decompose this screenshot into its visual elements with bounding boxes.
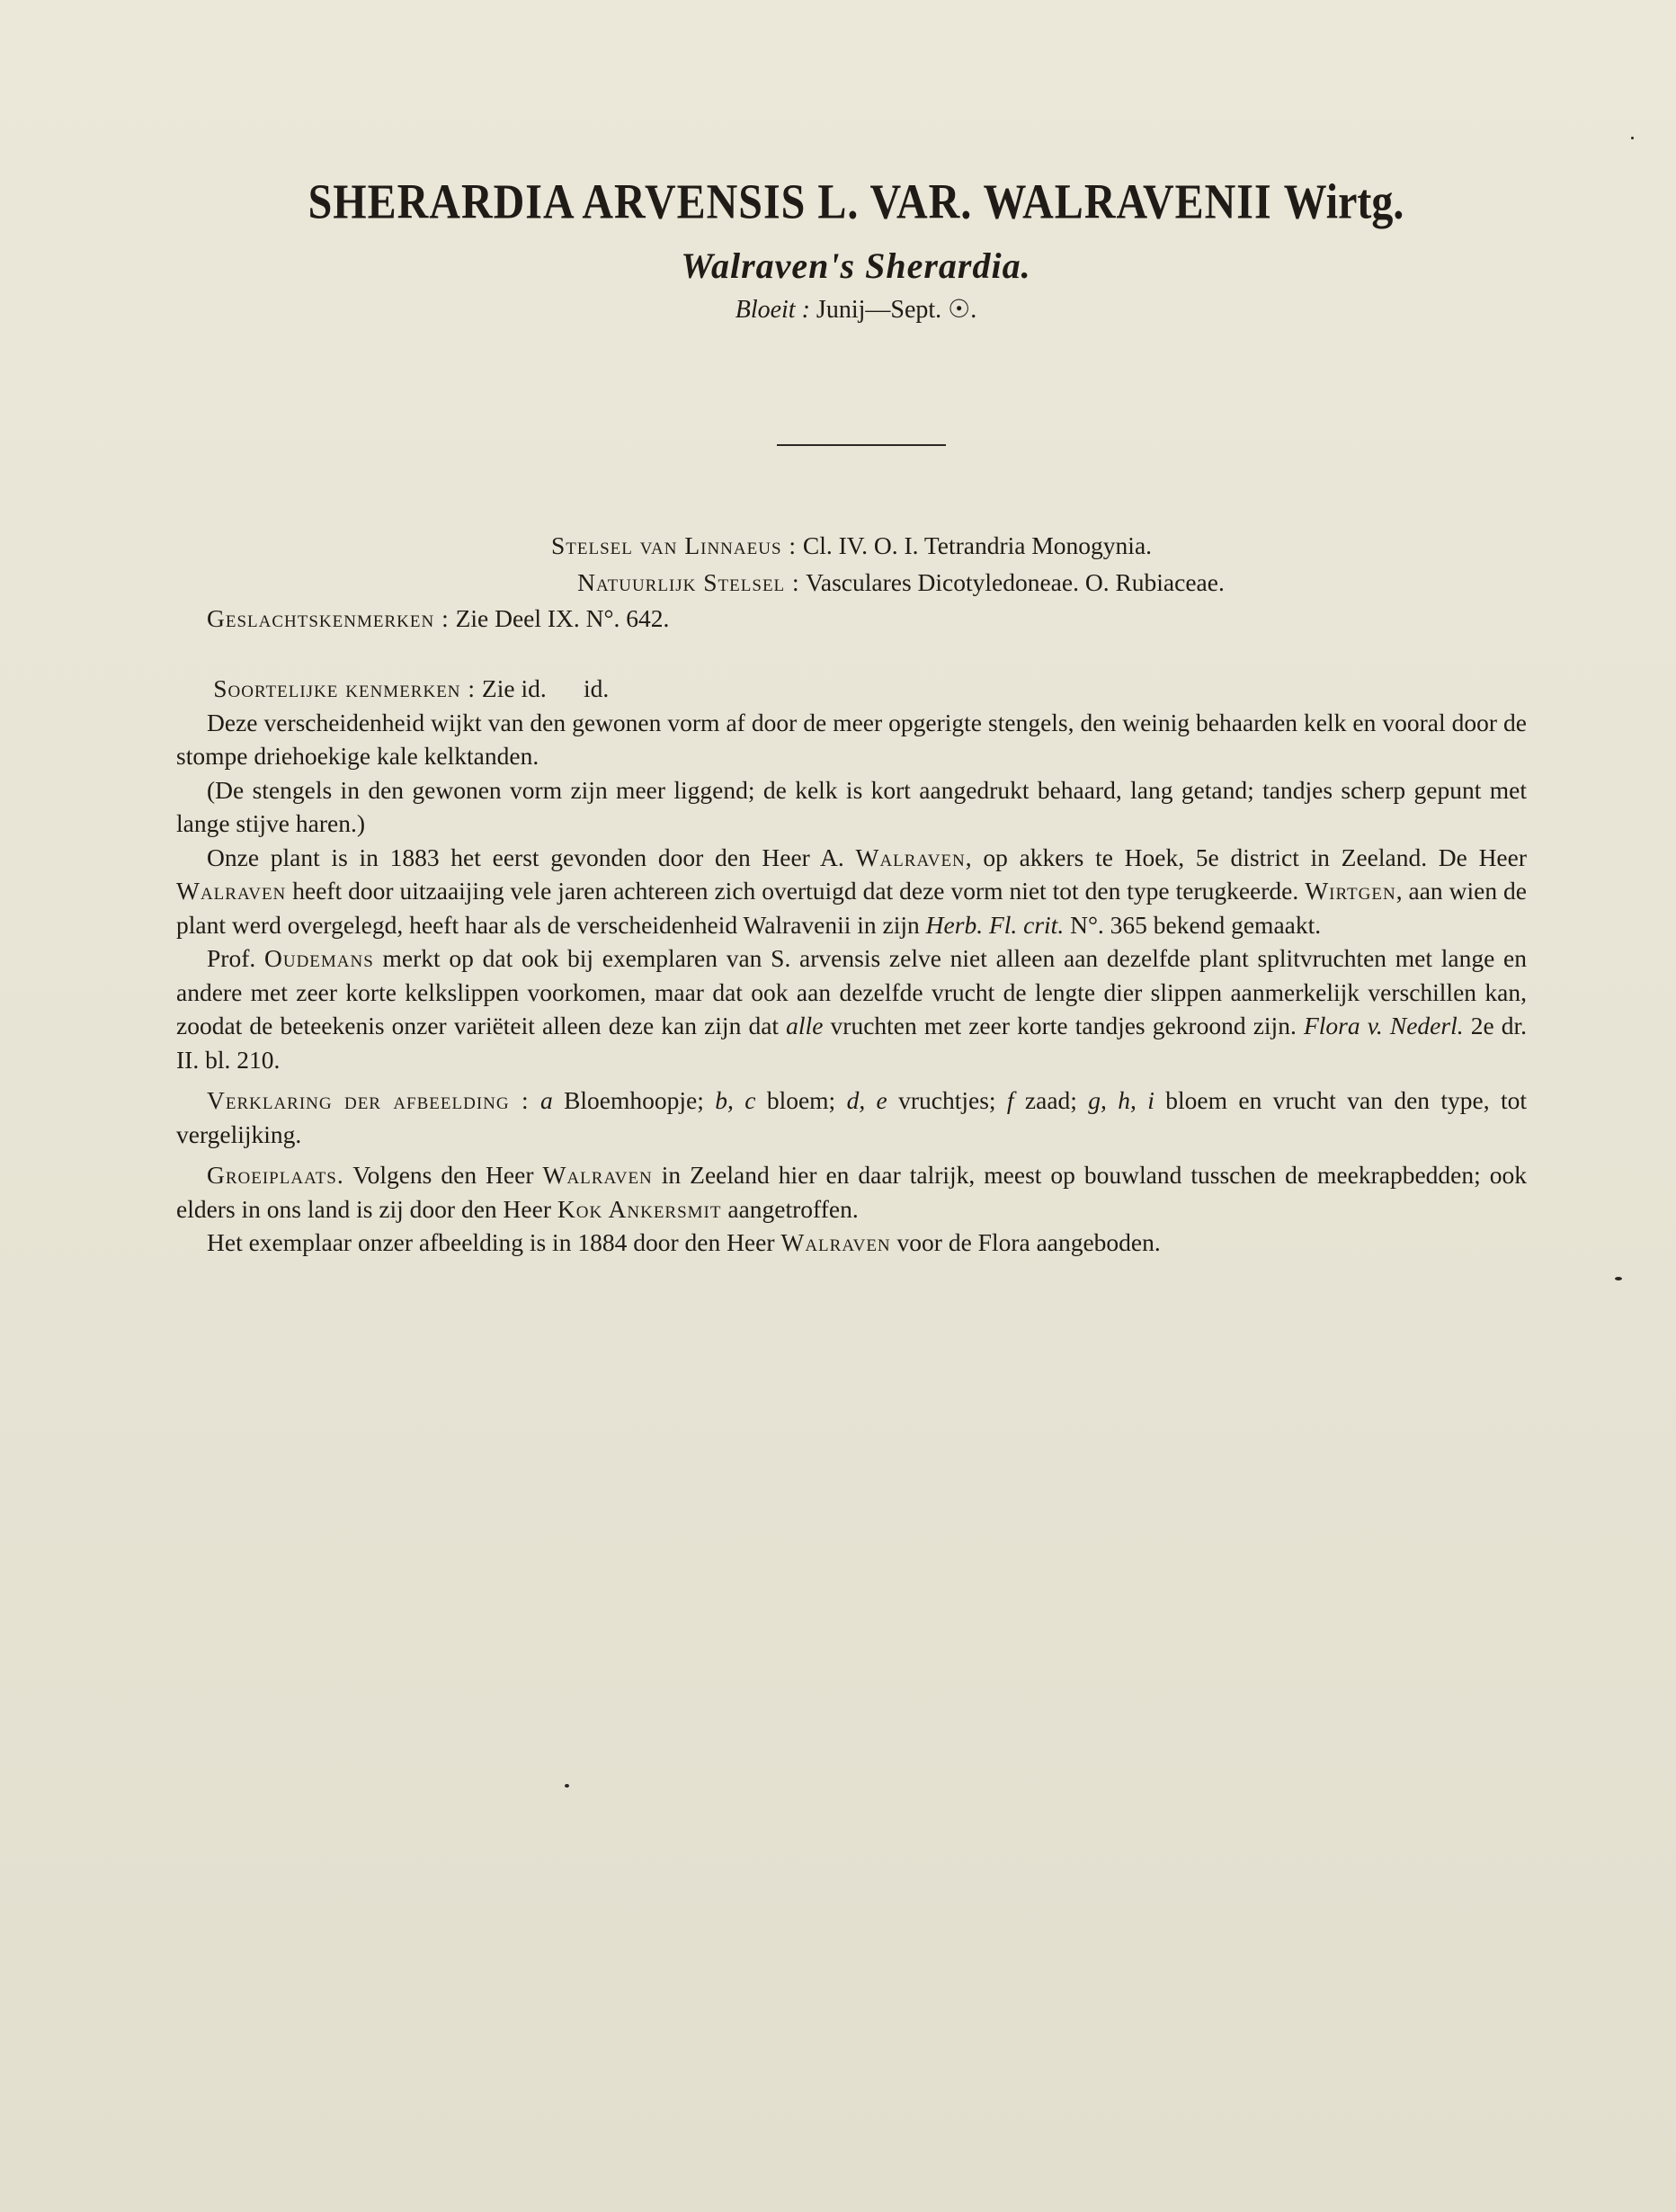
paper-speck: [1615, 1277, 1622, 1280]
text-span: merkt op dat ook bij exemplaren van S. arvensis zelve niet alleen aan dezelfde plant splitvruchten met lange en andere met zeer korte kelkslippen voorkomen, maar dat ook aan dezelfde vrucht de lengte dier slippen aanmerkelijk verschillen kan, zoodat de beteekenis onzer variëteit alleen deze kan zijn dat: [176, 944, 1527, 1039]
paragraph-typical-form: (De stengels in den gewonen vorm zijn meer liggend; de kelk is kort aangedrukt behaard, lang getand; tandjes scherp gepunt met lange stijve haren.): [176, 775, 1527, 837]
page-subtitle: Walraven's Sherardia.: [681, 245, 1031, 286]
body-text: [176, 529, 1527, 1260]
text-span: vruchtjes;: [898, 1086, 996, 1114]
paragraph-variety: Deze verscheidenheid wijkt van den gewonen vorm af door de meer opgerigte stengels, den weinig behaarden kelk en vooral door de stompe driehoekige kale kelktanden.: [176, 708, 1527, 770]
emphasis: alle: [786, 1012, 824, 1039]
text-span: bloem en vrucht van den type, tot vergelijking.: [176, 1086, 1528, 1148]
habitat: [176, 1158, 1527, 1226]
person-name: Oudemans: [263, 944, 374, 972]
natural-label: Natuurlijk Stelsel :: [577, 567, 800, 596]
species-label: Soortelijke kenmerken :: [213, 674, 477, 702]
genus-characters: [176, 602, 1527, 636]
text-span: , aan wien de plant werd overgelegd, heeft haar als de verscheidenheid Walravenii in zijn: [176, 877, 1527, 939]
title-name: SHERARDIA ARVENSIS L. VAR. WALRAVENII: [308, 174, 1272, 229]
bloom-label: Bloeit :: [735, 296, 810, 324]
figure-letter: g, h, i: [1088, 1086, 1154, 1114]
person-name: Kok Ankersmit: [557, 1194, 722, 1223]
person-name: Walraven: [542, 1161, 653, 1189]
text-span: Prof.: [207, 944, 256, 972]
specimen-note: [176, 1226, 1527, 1260]
figure-explanation: [176, 1084, 1527, 1151]
linnaeus-system: [176, 529, 1527, 563]
text-span: in Zeeland hier en daar talrijk, meest op bouwland tusschen de meekrapbedden; ook elders in ons land is zij door den Heer: [176, 1161, 1527, 1223]
header: [0, 171, 1676, 325]
linnaeus-label: Stelsel van Linnaeus :: [550, 531, 798, 559]
text-span: Bloemhoopje;: [564, 1086, 704, 1114]
paragraph-discovery: [176, 841, 1527, 942]
text-span: Het exemplaar onzer afbeelding is in 1884 door den Heer: [207, 1228, 775, 1256]
text-span: voor de Flora aangeboden.: [896, 1228, 1161, 1256]
species-value: Zie id. id.: [481, 674, 610, 702]
natural-system: [176, 566, 1527, 600]
natural-value: Vasculares Dicotyledoneae. O. Rubiaceae.: [806, 567, 1225, 596]
text-span: 2e dr. II. bl. 210.: [176, 1012, 1528, 1074]
text-span: Volgens den Heer: [352, 1161, 534, 1189]
linnaeus-value: Cl. IV. O. I. Tetrandria Monogynia.: [802, 531, 1153, 559]
person-name: Walraven: [780, 1228, 891, 1256]
explanation-label: Verklaring der afbeelding :: [207, 1086, 530, 1114]
text-span: bloem;: [766, 1086, 836, 1114]
genus-value: Zie Deel IX. N°. 642.: [455, 604, 670, 632]
habitat-label: Groeiplaats.: [207, 1161, 344, 1189]
figure-letter: f: [1006, 1086, 1014, 1114]
bloom-period: [0, 294, 1676, 325]
bloom-value: Junij—Sept. ☉.: [816, 296, 977, 324]
genus-label: Geslachtskenmerken :: [207, 604, 450, 632]
text-span: aangetroffen.: [727, 1194, 859, 1223]
title-author: Wirtg.: [1283, 174, 1404, 229]
reference-title: Herb. Fl. crit.: [925, 910, 1065, 939]
figure-letter: d, e: [846, 1086, 887, 1114]
person-name: Walraven: [855, 843, 966, 871]
reference-title: Flora v. Nederl.: [1303, 1012, 1464, 1039]
figure-letter: a: [539, 1086, 553, 1114]
species-characters: [176, 638, 1527, 706]
text-span: vruchten met zeer korte tandjes gekroond zijn.: [830, 1012, 1297, 1039]
paragraph-oudemans: [176, 941, 1527, 1076]
text-span: , op akkers te Hoek, 5e district in Zeeland. De Heer: [965, 843, 1528, 871]
person-name: Wirtgen: [1305, 877, 1396, 905]
text-span: N°. 365 bekend gemaakt.: [1070, 910, 1322, 939]
page-title: [0, 166, 1676, 239]
text-span: heeft door uitzaaijing vele jaren achtereen zich overtuigd dat deze vorm niet tot den type terugkeerde.: [292, 877, 1299, 905]
separator-rule: [777, 444, 946, 446]
text-span: Onze plant is in 1883 het eerst gevonden door den Heer A.: [207, 843, 844, 871]
figure-letter: b, c: [715, 1086, 756, 1114]
paper-speck: [1631, 137, 1634, 139]
paper-speck: [565, 1784, 569, 1788]
text-span: zaad;: [1024, 1086, 1077, 1114]
person-name: Walraven: [176, 877, 287, 905]
